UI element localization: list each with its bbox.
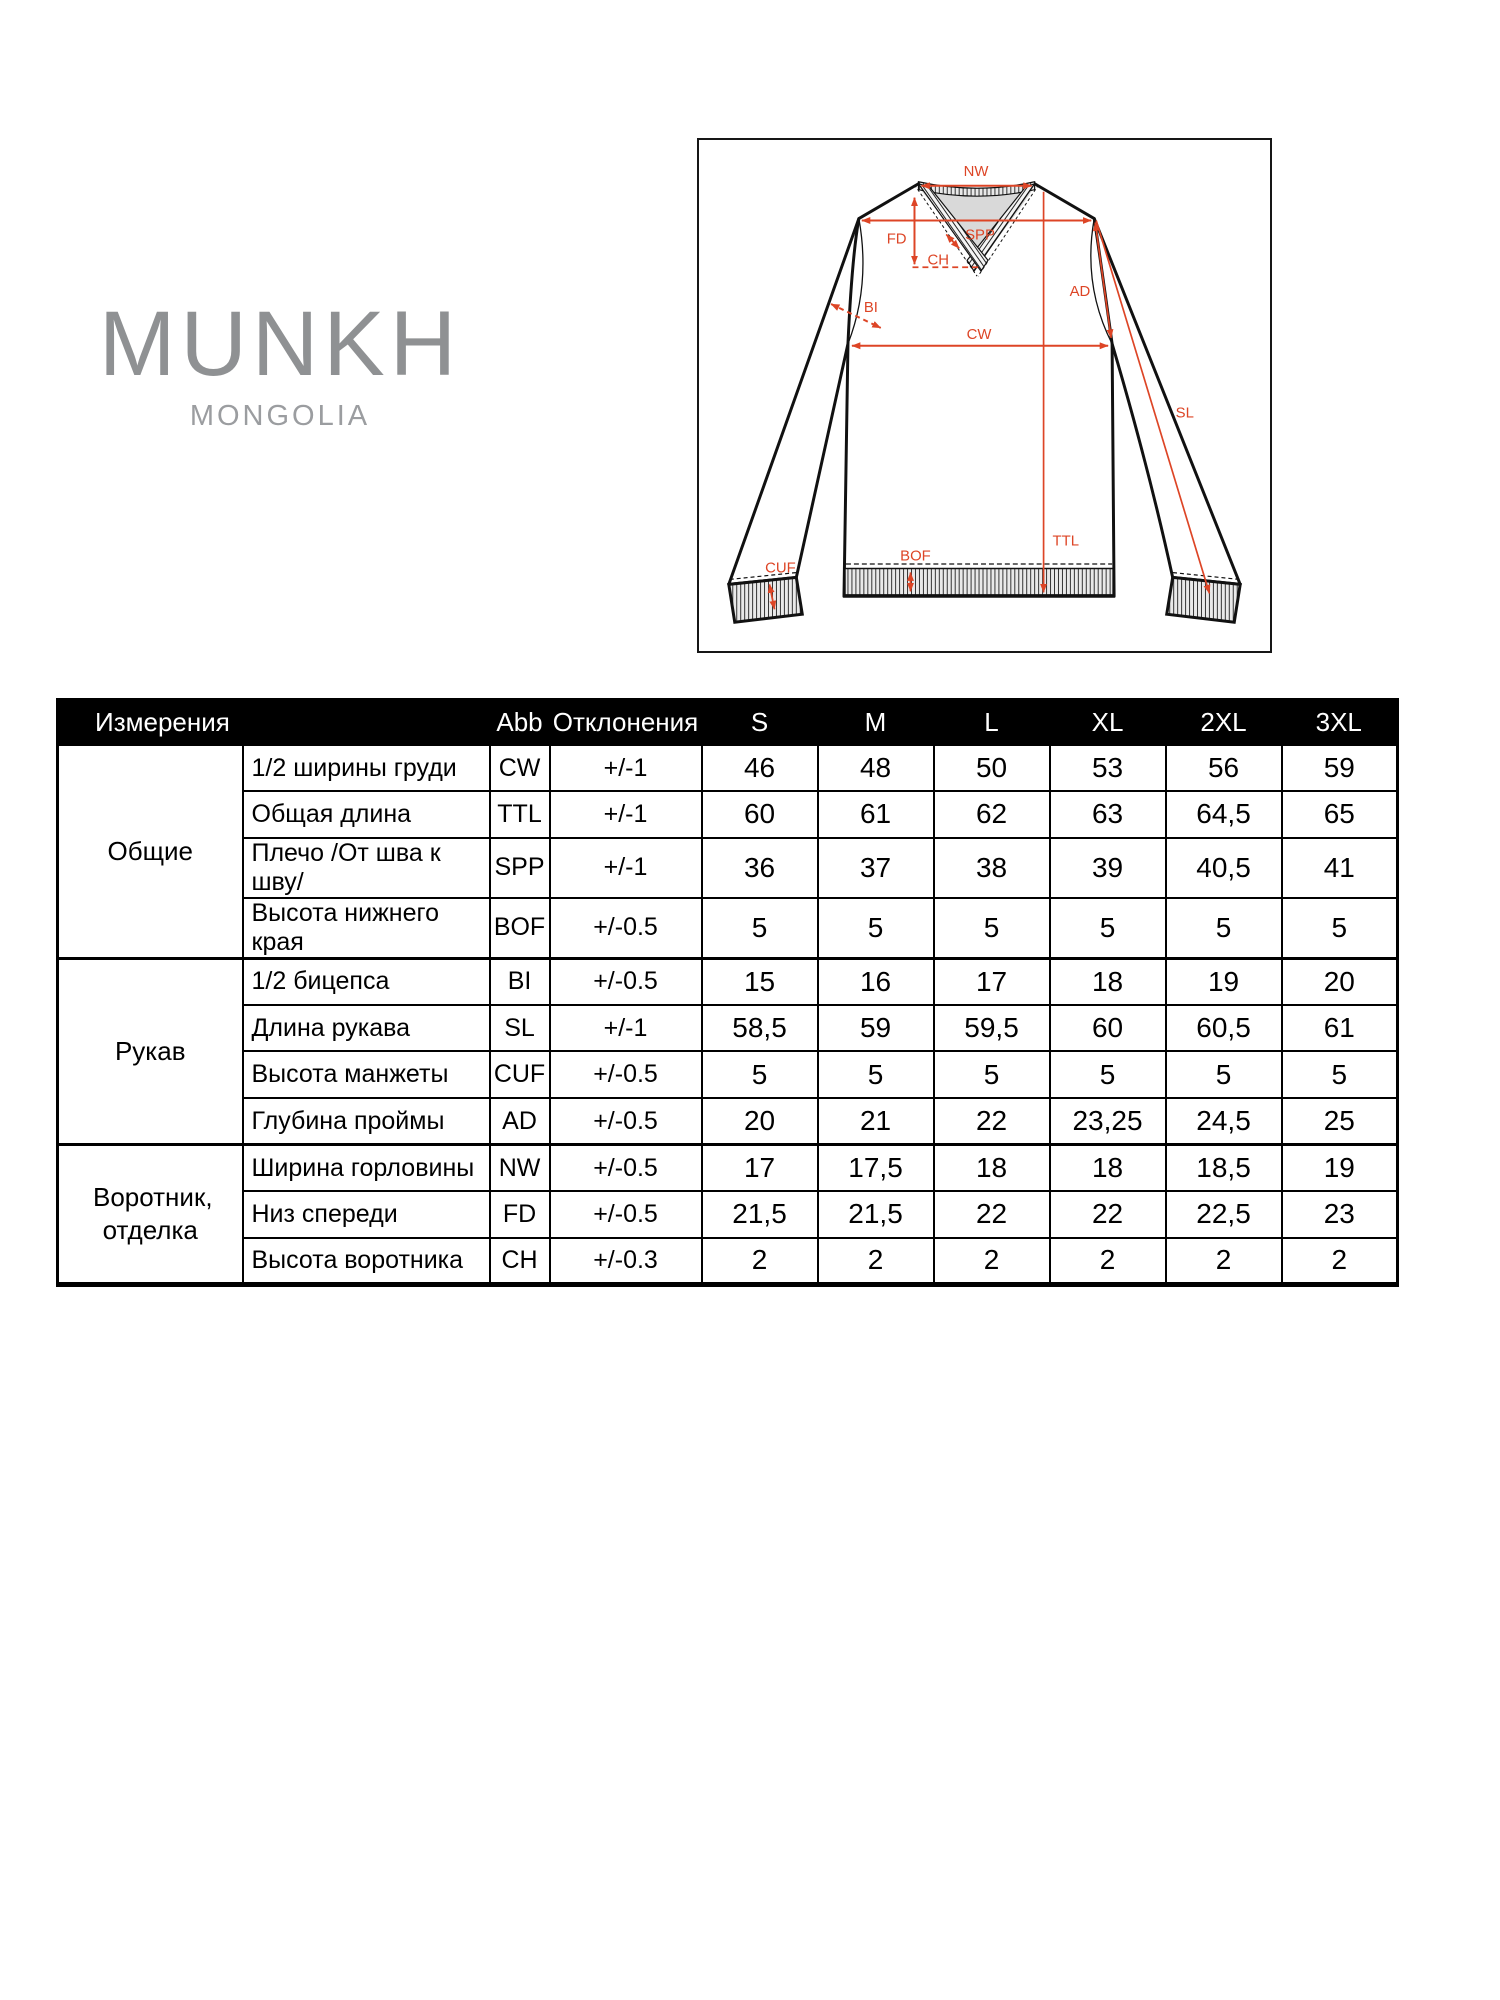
- measure-name: 1/2 бицепса: [243, 958, 490, 1005]
- measure-abb: BOF: [490, 898, 550, 959]
- size-col-header: 2XL: [1166, 700, 1282, 745]
- measure-tolerance: +/-1: [550, 791, 702, 838]
- group-label: Рукав: [58, 958, 243, 1144]
- size-value-xl: 22: [1050, 1191, 1166, 1238]
- sweater-diagram: [699, 140, 1270, 651]
- size-value-l: 50: [934, 745, 1050, 792]
- ch-label: CH: [927, 252, 950, 269]
- size-value-2xl: 22,5: [1166, 1191, 1282, 1238]
- right-cuff: [1167, 577, 1240, 622]
- size-value-m: 21,5: [818, 1191, 934, 1238]
- size-table-wrap: [56, 698, 1396, 1287]
- size-value-3xl: 65: [1282, 791, 1398, 838]
- measure-tolerance: +/-0.5: [550, 898, 702, 959]
- cuf-label: CUF: [765, 560, 796, 577]
- measure-abb: CUF: [490, 1051, 550, 1098]
- size-value-xl: 39: [1050, 838, 1166, 898]
- size-value-xl: 63: [1050, 791, 1166, 838]
- measure-abb: CH: [490, 1238, 550, 1285]
- table-row: [58, 1051, 1398, 1098]
- size-value-m: 59: [818, 1005, 934, 1052]
- group-label: Воротник, отделка: [58, 1145, 243, 1285]
- measure-abb: TTL: [490, 791, 550, 838]
- ad-label: AD: [1069, 284, 1091, 301]
- size-value-3xl: 25: [1282, 1098, 1398, 1145]
- size-value-l: 62: [934, 791, 1050, 838]
- group-label: Общие: [58, 745, 243, 959]
- size-value-3xl: 5: [1282, 1051, 1398, 1098]
- measure-tolerance: +/-0.3: [550, 1238, 702, 1285]
- size-value-xl: 5: [1050, 1051, 1166, 1098]
- measure-tolerance: +/-0.5: [550, 1145, 702, 1192]
- bi-label: BI: [863, 299, 878, 316]
- size-col-header: L: [934, 700, 1050, 745]
- size-value-3xl: 59: [1282, 745, 1398, 792]
- measure-name: Общая длина: [243, 791, 490, 838]
- table-row: [58, 1098, 1398, 1145]
- size-value-xl: 5: [1050, 898, 1166, 959]
- bof-label: BOF: [900, 548, 931, 565]
- left-cuff: [729, 577, 802, 622]
- fd-label: FD: [886, 231, 907, 248]
- size-value-m: 17,5: [818, 1145, 934, 1192]
- size-value-3xl: 61: [1282, 1005, 1398, 1052]
- size-value-2xl: 60,5: [1166, 1005, 1282, 1052]
- table-row: [58, 1191, 1398, 1238]
- measure-tolerance: +/-0.5: [550, 1098, 702, 1145]
- brand-name: MUNKH: [98, 293, 462, 395]
- size-value-3xl: 41: [1282, 838, 1398, 898]
- table-row: [58, 791, 1398, 838]
- size-value-s: 46: [702, 745, 818, 792]
- measure-abb: SPP: [490, 838, 550, 898]
- size-value-3xl: 20: [1282, 958, 1398, 1005]
- measure-tolerance: +/-0.5: [550, 1191, 702, 1238]
- measure-name: Низ спереди: [243, 1191, 490, 1238]
- size-value-s: 17: [702, 1145, 818, 1192]
- measure-name: Высота воротника: [243, 1238, 490, 1285]
- size-value-m: 16: [818, 958, 934, 1005]
- measure-abb: NW: [490, 1145, 550, 1192]
- measure-tolerance: +/-1: [550, 745, 702, 792]
- size-table-body: [58, 745, 1398, 1285]
- size-value-s: 5: [702, 1051, 818, 1098]
- measure-abb: CW: [490, 745, 550, 792]
- header-measure: Измерения: [58, 700, 490, 745]
- size-value-s: 20: [702, 1098, 818, 1145]
- size-value-2xl: 18,5: [1166, 1145, 1282, 1192]
- size-col-header: S: [702, 700, 818, 745]
- size-value-2xl: 56: [1166, 745, 1282, 792]
- size-value-2xl: 24,5: [1166, 1098, 1282, 1145]
- size-value-xl: 2: [1050, 1238, 1166, 1285]
- size-value-s: 15: [702, 958, 818, 1005]
- measure-name: Высота манжеты: [243, 1051, 490, 1098]
- header-tolerance: Отклонения: [550, 700, 702, 745]
- size-value-3xl: 23: [1282, 1191, 1398, 1238]
- size-value-xl: 53: [1050, 745, 1166, 792]
- size-value-xl: 23,25: [1050, 1098, 1166, 1145]
- table-row: [58, 1145, 1398, 1192]
- size-value-s: 36: [702, 838, 818, 898]
- table-row: [58, 1238, 1398, 1285]
- size-value-m: 5: [818, 898, 934, 959]
- brand-logo: [85, 293, 475, 433]
- measure-name: Ширина горловины: [243, 1145, 490, 1192]
- sl-label: SL: [1175, 405, 1194, 422]
- table-row: [58, 838, 1398, 898]
- size-col-header: M: [818, 700, 934, 745]
- size-value-l: 59,5: [934, 1005, 1050, 1052]
- size-value-2xl: 40,5: [1166, 838, 1282, 898]
- size-value-xl: 60: [1050, 1005, 1166, 1052]
- measure-abb: BI: [490, 958, 550, 1005]
- size-value-l: 5: [934, 1051, 1050, 1098]
- size-col-header: 3XL: [1282, 700, 1398, 745]
- size-value-xl: 18: [1050, 958, 1166, 1005]
- measure-name: 1/2 ширины груди: [243, 745, 490, 792]
- size-value-2xl: 2: [1166, 1238, 1282, 1285]
- left-sleeve: [729, 219, 863, 585]
- size-value-3xl: 5: [1282, 898, 1398, 959]
- size-value-2xl: 64,5: [1166, 791, 1282, 838]
- size-value-m: 37: [818, 838, 934, 898]
- size-value-2xl: 5: [1166, 898, 1282, 959]
- measure-name: Плечо /От шва к шву/: [243, 838, 490, 898]
- measure-name: Высота нижнего края: [243, 898, 490, 959]
- hem-band: [845, 568, 1113, 594]
- cw-label: CW: [966, 326, 992, 343]
- table-row: [58, 1005, 1398, 1052]
- size-value-s: 21,5: [702, 1191, 818, 1238]
- size-value-l: 22: [934, 1191, 1050, 1238]
- size-value-s: 60: [702, 791, 818, 838]
- table-row: [58, 745, 1398, 792]
- ttl-label: TTL: [1052, 533, 1079, 550]
- table-row: [58, 898, 1398, 959]
- measure-tolerance: +/-1: [550, 1005, 702, 1052]
- spp-label: SPP: [965, 227, 995, 244]
- size-value-m: 5: [818, 1051, 934, 1098]
- measure-abb: AD: [490, 1098, 550, 1145]
- size-value-m: 21: [818, 1098, 934, 1145]
- size-value-l: 18: [934, 1145, 1050, 1192]
- measure-name: Глубина проймы: [243, 1098, 490, 1145]
- table-header-row: [58, 700, 1398, 745]
- nw-label: NW: [963, 163, 989, 180]
- size-value-l: 2: [934, 1238, 1050, 1285]
- measure-name: Длина рукава: [243, 1005, 490, 1052]
- size-value-xl: 18: [1050, 1145, 1166, 1192]
- size-value-m: 48: [818, 745, 934, 792]
- size-table: [56, 698, 1399, 1287]
- size-value-l: 17: [934, 958, 1050, 1005]
- size-value-s: 2: [702, 1238, 818, 1285]
- header-abb: Abb: [490, 700, 550, 745]
- size-value-2xl: 5: [1166, 1051, 1282, 1098]
- size-col-header: XL: [1050, 700, 1166, 745]
- size-value-3xl: 19: [1282, 1145, 1398, 1192]
- measure-tolerance: +/-0.5: [550, 1051, 702, 1098]
- size-value-m: 61: [818, 791, 934, 838]
- size-value-l: 38: [934, 838, 1050, 898]
- size-value-s: 58,5: [702, 1005, 818, 1052]
- measure-tolerance: +/-1: [550, 838, 702, 898]
- table-row: [58, 958, 1398, 1005]
- size-value-s: 5: [702, 898, 818, 959]
- size-value-3xl: 2: [1282, 1238, 1398, 1285]
- sweater-diagram-box: [697, 138, 1272, 653]
- brand-subtitle: MONGOLIA: [189, 400, 371, 432]
- size-value-2xl: 19: [1166, 958, 1282, 1005]
- size-value-m: 2: [818, 1238, 934, 1285]
- measure-tolerance: +/-0.5: [550, 958, 702, 1005]
- size-value-l: 22: [934, 1098, 1050, 1145]
- measure-abb: FD: [490, 1191, 550, 1238]
- size-value-l: 5: [934, 898, 1050, 959]
- measure-abb: SL: [490, 1005, 550, 1052]
